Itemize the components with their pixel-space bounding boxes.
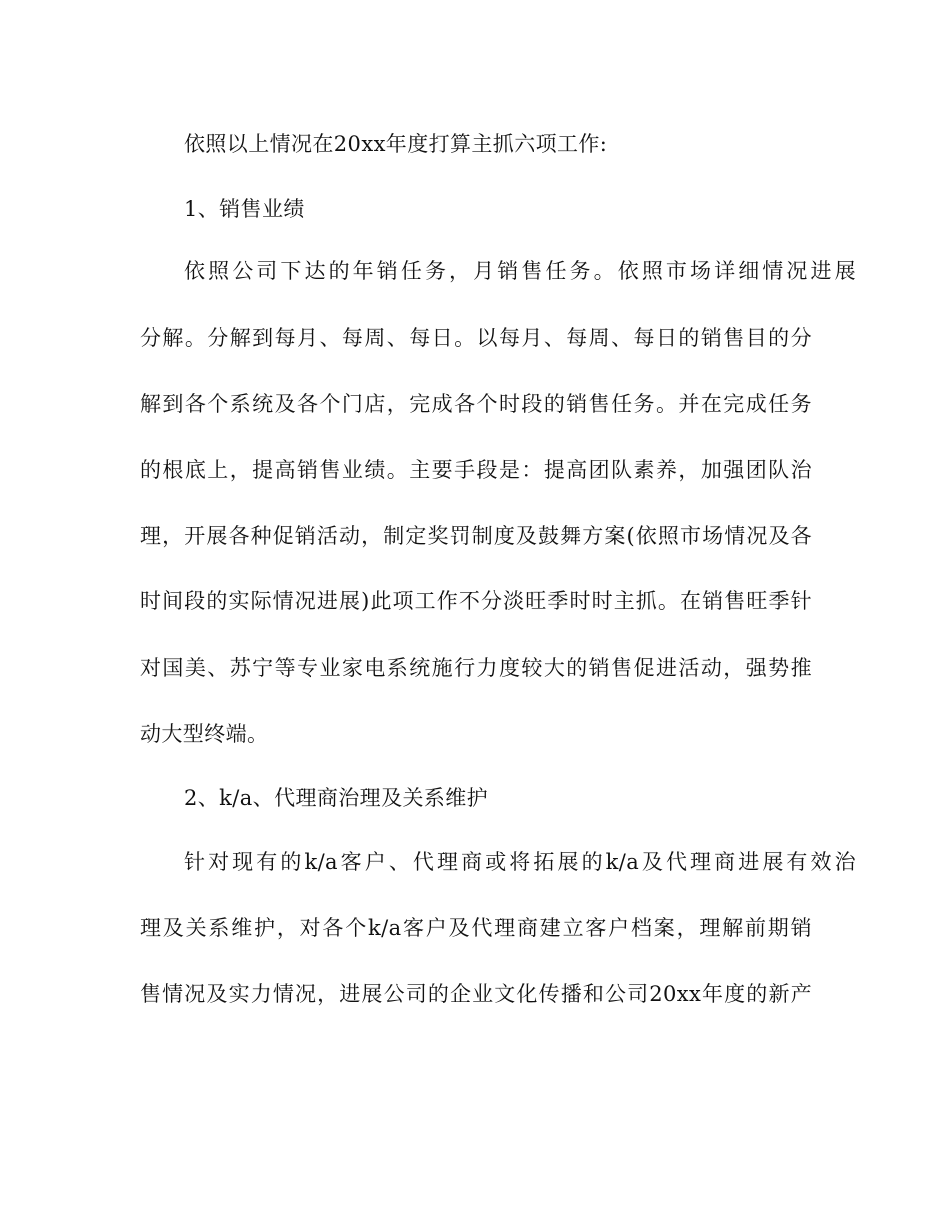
paragraph-line: 的根底上，提高销售业绩。主要手段是：提高团队素养，加强团队治 — [140, 458, 812, 482]
paragraph-line: 理及关系维护，对各个k/a客户及代理商建立客户档案，理解前期销 — [140, 916, 812, 940]
paragraph-line: 时间段的实际情况进展)此项工作不分淡旺季时时主抓。在销售旺季针 — [140, 589, 812, 613]
paragraph-line: 对国美、苏宁等专业家电系统施行力度较大的销售促进活动，强势推 — [140, 656, 812, 680]
document-page — [140, 0, 856, 1230]
paragraph-line: 动大型终端。 — [140, 722, 269, 746]
paragraph-line: 理，开展各种促销活动，制定奖罚制度及鼓舞方案(依照市场情况及各 — [140, 524, 812, 548]
section-2-heading: 2、k/a、代理商治理及关系维护 — [184, 786, 489, 810]
paragraph-line: 解到各个系统及各个门店，完成各个时段的销售任务。并在完成任务 — [140, 392, 812, 416]
paragraph-line: 针对现有的k/a客户、代理商或将拓展的k/a及代理商进展有效治 — [184, 850, 856, 874]
paragraph-line: 售情况及实力情况，进展公司的企业文化传播和公司20xx年度的新产 — [140, 982, 812, 1006]
paragraph-line: 依照公司下达的年销任务，月销售任务。依照市场详细情况进展 — [184, 259, 856, 283]
paragraph-line: 分解。分解到每月、每周、每日。以每月、每周、每日的销售目的分 — [140, 326, 812, 350]
section-1-heading: 1、销售业绩 — [184, 197, 305, 221]
intro-line: 依照以上情况在20xx年度打算主抓六项工作: — [184, 132, 608, 156]
